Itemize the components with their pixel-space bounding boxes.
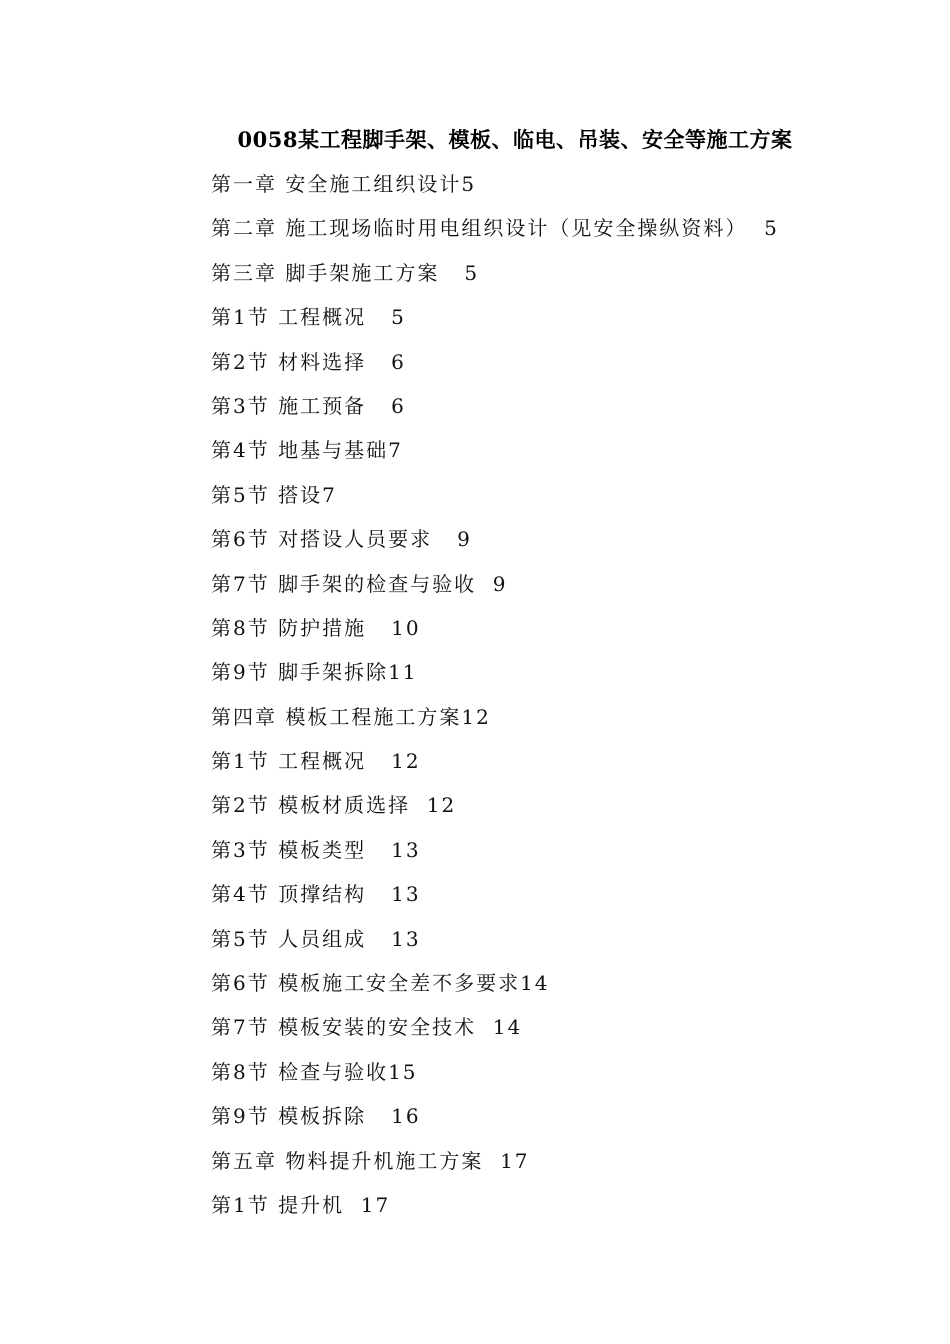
toc-entry: 第五章 物料提升机施工方案 17 <box>211 1148 530 1173</box>
toc-entry: 第2节 模板材质选择 12 <box>211 793 457 818</box>
toc-entry: 第1节 工程概况 5 <box>211 305 406 330</box>
toc-entry: 第三章 脚手架施工方案 5 <box>211 260 480 285</box>
toc-entry: 第4节 地基与基础7 <box>211 438 403 463</box>
toc-entry: 第2节 材料选择 6 <box>211 349 406 374</box>
toc-entry: 第1节 工程概况 12 <box>211 749 421 774</box>
toc-entry: 第5节 人员组成 13 <box>211 926 421 951</box>
toc-entry: 第1节 提升机 17 <box>211 1192 391 1217</box>
toc-entry: 第7节 模板安装的安全技术 14 <box>211 1015 523 1040</box>
toc-entry: 第一章 安全施工组织设计5 <box>211 172 477 196</box>
toc-entry: 第四章 模板工程施工方案12 <box>211 704 491 729</box>
toc-entry: 第6节 模板施工安全差不多要求14 <box>211 971 550 996</box>
toc-entry: 第8节 防护措施 10 <box>211 615 421 640</box>
toc-entry: 第7节 脚手架的检查与验收 9 <box>211 571 508 596</box>
toc-entry: 第9节 脚手架拆除11 <box>211 660 418 685</box>
toc-entry: 第二章 施工现场临时用电组织设计（见安全操纵资料） 5 <box>211 216 779 241</box>
toc-entry: 第6节 对搭设人员要求 9 <box>211 527 472 552</box>
toc-entry: 第9节 模板拆除 16 <box>211 1104 421 1129</box>
document-title: 0058某工程脚手架、模板、临电、吊装、安全等施工方案 <box>237 127 793 152</box>
toc-entry: 第3节 施工预备 6 <box>211 393 406 418</box>
toc-entry: 第8节 检查与验收15 <box>211 1059 418 1084</box>
toc-entry: 第4节 顶撑结构 13 <box>211 882 421 907</box>
table-of-contents <box>211 166 779 1231</box>
toc-entry: 第3节 模板类型 13 <box>211 837 421 862</box>
toc-entry: 第5节 搭设7 <box>211 482 337 507</box>
